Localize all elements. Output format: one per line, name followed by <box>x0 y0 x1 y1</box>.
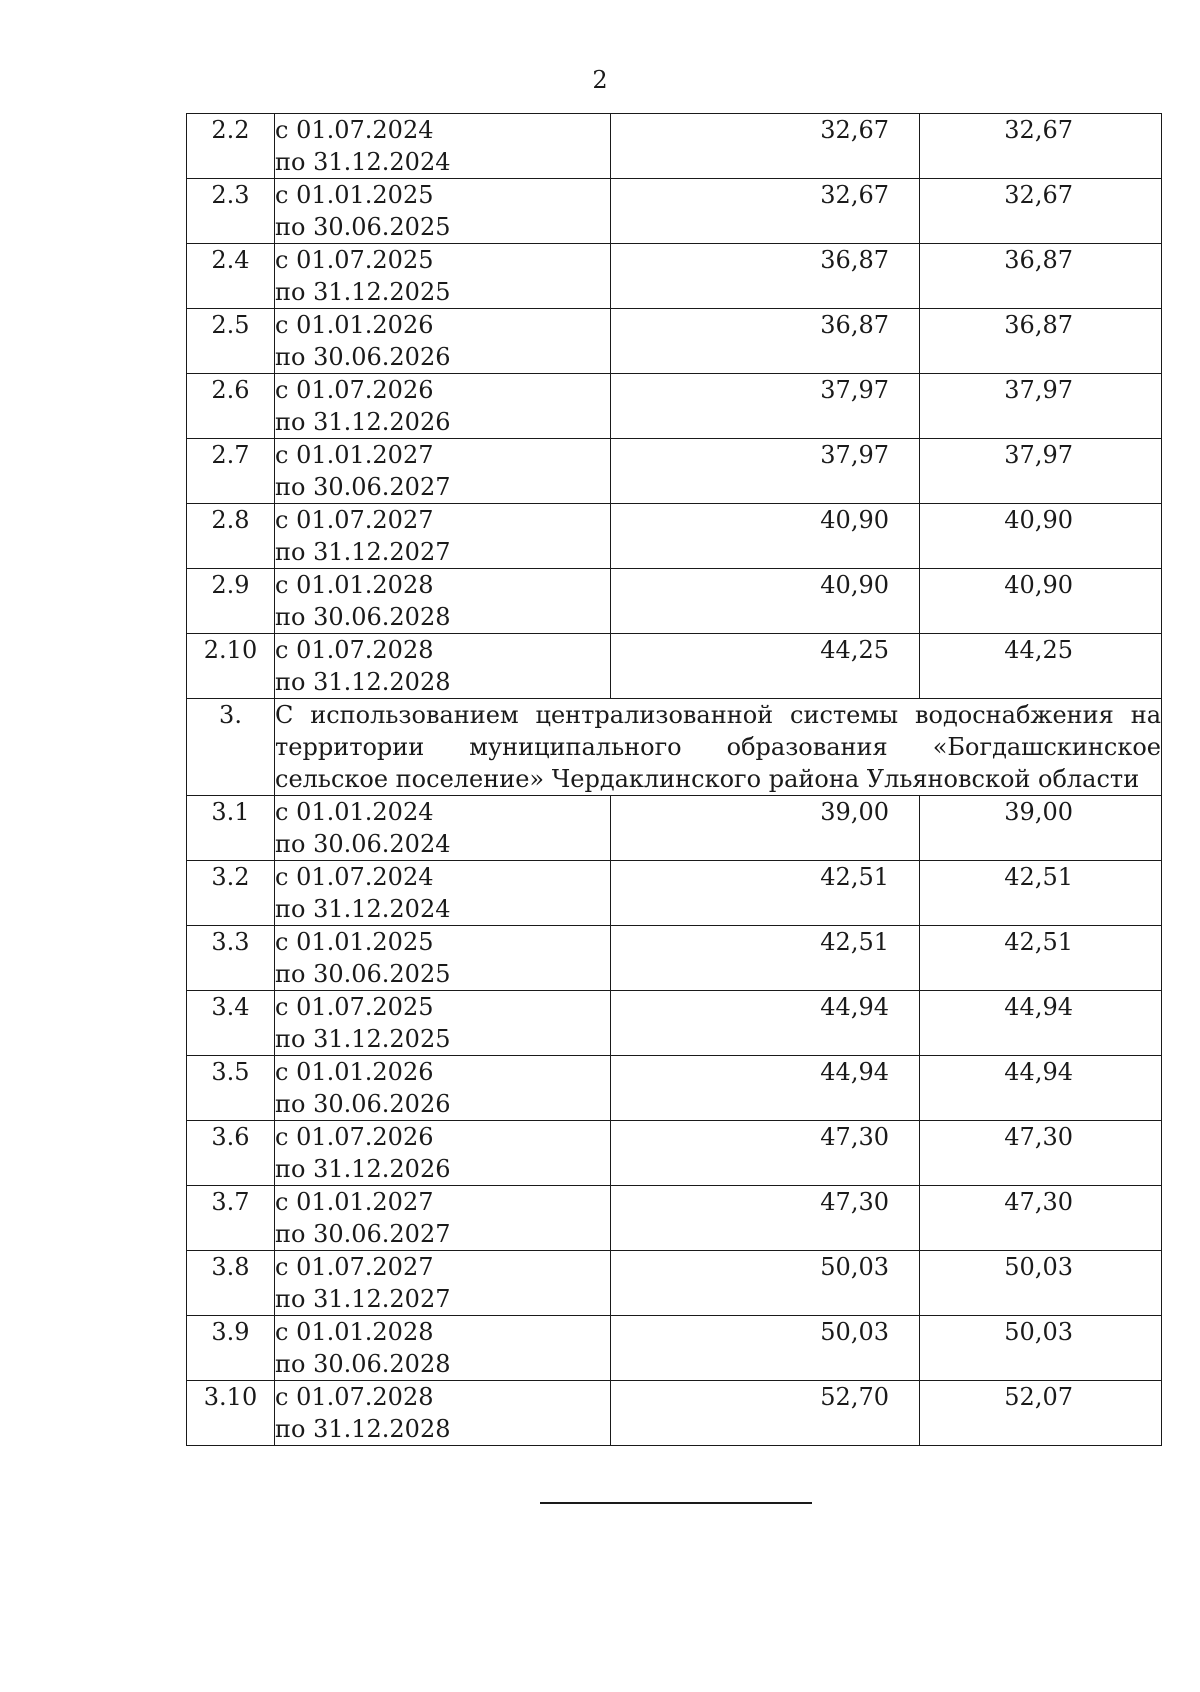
tariff-value-1: 47,30 <box>820 1123 889 1151</box>
table-row <box>187 439 1162 504</box>
tariff-value-2: 32,67 <box>1004 116 1073 144</box>
tariff-value-2: 37,97 <box>1004 376 1073 404</box>
tariff-value-2-cell <box>920 634 1162 699</box>
period-cell <box>275 374 611 439</box>
period-to: по 30.06.2025 <box>275 213 451 241</box>
period-from: с 01.01.2028 <box>275 571 434 599</box>
end-divider-line <box>540 1502 812 1504</box>
period-from: с 01.07.2024 <box>275 116 434 144</box>
tariff-value-2-cell <box>920 1316 1162 1381</box>
tariff-value-1: 52,70 <box>820 1383 889 1411</box>
tariff-value-2-cell <box>920 991 1162 1056</box>
period-from: с 01.07.2025 <box>275 246 434 274</box>
tariff-value-1-cell <box>611 569 920 634</box>
row-number: 3.6 <box>187 1121 275 1186</box>
period-from: с 01.07.2024 <box>275 863 434 891</box>
tariff-value-2-cell <box>920 1121 1162 1186</box>
tariff-value-1: 50,03 <box>820 1318 889 1346</box>
tariff-value-1-cell <box>611 1186 920 1251</box>
tariff-value-1: 47,30 <box>820 1188 889 1216</box>
period-from: с 01.01.2026 <box>275 311 434 339</box>
table-row <box>187 926 1162 991</box>
tariff-value-2-cell <box>920 1186 1162 1251</box>
tariff-value-1: 50,03 <box>820 1253 889 1281</box>
period-from: с 01.01.2027 <box>275 1188 434 1216</box>
period-cell <box>275 179 611 244</box>
tariff-value-1: 40,90 <box>820 506 889 534</box>
table-row <box>187 114 1162 179</box>
section-number: 3. <box>187 699 275 796</box>
tariff-value-2: 39,00 <box>1004 798 1073 826</box>
tariff-value-1-cell <box>611 114 920 179</box>
table-row <box>187 1121 1162 1186</box>
tariff-value-2-cell <box>920 179 1162 244</box>
row-number: 2.2 <box>187 114 275 179</box>
tariff-value-2-cell <box>920 1381 1162 1446</box>
table-row <box>187 1316 1162 1381</box>
table-row <box>187 634 1162 699</box>
tariff-value-1: 32,67 <box>820 116 889 144</box>
period-to: по 30.06.2026 <box>275 343 451 371</box>
tariff-value-1-cell <box>611 1316 920 1381</box>
tariff-value-1-cell <box>611 796 920 861</box>
period-cell <box>275 309 611 374</box>
period-cell <box>275 244 611 309</box>
period-to: по 31.12.2028 <box>275 668 451 696</box>
period-cell <box>275 439 611 504</box>
period-from: с 01.07.2026 <box>275 1123 434 1151</box>
period-to: по 31.12.2026 <box>275 408 451 436</box>
period-to: по 30.06.2028 <box>275 1350 451 1378</box>
period-to: по 31.12.2025 <box>275 1025 451 1053</box>
period-cell <box>275 1186 611 1251</box>
table-row <box>187 861 1162 926</box>
period-cell <box>275 569 611 634</box>
tariff-value-2-cell <box>920 439 1162 504</box>
period-from: с 01.07.2028 <box>275 1383 434 1411</box>
tariff-value-2-cell <box>920 309 1162 374</box>
tariff-value-1: 37,97 <box>820 376 889 404</box>
tariff-value-2-cell <box>920 244 1162 309</box>
table-row <box>187 1381 1162 1446</box>
tariff-value-1-cell <box>611 991 920 1056</box>
section-header-row <box>187 699 1162 796</box>
tariff-value-2: 47,30 <box>1004 1123 1073 1151</box>
period-cell <box>275 1121 611 1186</box>
table-row <box>187 179 1162 244</box>
tariff-value-2-cell <box>920 114 1162 179</box>
tariff-value-2-cell <box>920 1251 1162 1316</box>
tariff-value-1-cell <box>611 309 920 374</box>
section-description: С использованием централизованной системы водоснабжения на территории муниципального образования «Богдашскинское сельское поселение» Чердаклинского района Ульяновской области <box>275 699 1162 796</box>
tariff-value-1: 42,51 <box>820 928 889 956</box>
tariff-value-2: 44,94 <box>1004 993 1073 1021</box>
tariff-value-1-cell <box>611 926 920 991</box>
period-to: по 31.12.2027 <box>275 538 451 566</box>
row-number: 3.7 <box>187 1186 275 1251</box>
period-to: по 31.12.2027 <box>275 1285 451 1313</box>
tariff-value-2: 50,03 <box>1004 1253 1073 1281</box>
period-cell <box>275 1251 611 1316</box>
period-cell <box>275 796 611 861</box>
period-cell <box>275 991 611 1056</box>
tariff-value-1-cell <box>611 504 920 569</box>
period-from: с 01.07.2027 <box>275 1253 434 1281</box>
tariff-value-2-cell <box>920 926 1162 991</box>
tariff-value-1-cell <box>611 1251 920 1316</box>
tariff-value-2: 42,51 <box>1004 928 1073 956</box>
period-to: по 30.06.2027 <box>275 1220 451 1248</box>
tariff-value-1-cell <box>611 244 920 309</box>
section-3-header <box>187 699 1162 796</box>
row-number: 3.5 <box>187 1056 275 1121</box>
table-row <box>187 1056 1162 1121</box>
period-to: по 30.06.2027 <box>275 473 451 501</box>
tariff-value-2: 40,90 <box>1004 506 1073 534</box>
tariff-value-2: 44,94 <box>1004 1058 1073 1086</box>
period-from: с 01.01.2025 <box>275 181 434 209</box>
tariff-value-2-cell <box>920 861 1162 926</box>
row-number: 3.10 <box>187 1381 275 1446</box>
tariff-value-2: 37,97 <box>1004 441 1073 469</box>
tariff-value-1-cell <box>611 1121 920 1186</box>
row-number: 3.4 <box>187 991 275 1056</box>
period-to: по 30.06.2024 <box>275 830 451 858</box>
tariff-rows-section-3 <box>187 796 1162 1446</box>
period-from: с 01.01.2028 <box>275 1318 434 1346</box>
tariff-table <box>186 113 1162 1446</box>
tariff-value-1-cell <box>611 374 920 439</box>
tariff-value-2: 32,67 <box>1004 181 1073 209</box>
period-from: с 01.07.2028 <box>275 636 434 664</box>
tariff-value-2: 36,87 <box>1004 246 1073 274</box>
period-to: по 31.12.2028 <box>275 1415 451 1443</box>
tariff-value-1: 44,94 <box>820 993 889 1021</box>
period-to: по 31.12.2026 <box>275 1155 451 1183</box>
tariff-value-1: 36,87 <box>820 246 889 274</box>
tariff-value-1: 44,94 <box>820 1058 889 1086</box>
tariff-value-2: 40,90 <box>1004 571 1073 599</box>
period-to: по 31.12.2025 <box>275 278 451 306</box>
tariff-value-1-cell <box>611 1381 920 1446</box>
table-row <box>187 504 1162 569</box>
tariff-value-2: 44,25 <box>1004 636 1073 664</box>
tariff-value-2-cell <box>920 374 1162 439</box>
page-number: 2 <box>592 66 608 94</box>
period-cell <box>275 1316 611 1381</box>
tariff-rows-section-2 <box>187 114 1162 699</box>
period-cell <box>275 1381 611 1446</box>
tariff-value-2-cell <box>920 796 1162 861</box>
table-row <box>187 991 1162 1056</box>
tariff-value-2: 50,03 <box>1004 1318 1073 1346</box>
tariff-value-1: 44,25 <box>820 636 889 664</box>
table-row <box>187 569 1162 634</box>
row-number: 3.8 <box>187 1251 275 1316</box>
tariff-value-1-cell <box>611 634 920 699</box>
period-cell <box>275 634 611 699</box>
row-number: 2.9 <box>187 569 275 634</box>
tariff-value-1: 37,97 <box>820 441 889 469</box>
period-from: с 01.07.2025 <box>275 993 434 1021</box>
tariff-value-1-cell <box>611 861 920 926</box>
row-number: 2.5 <box>187 309 275 374</box>
period-cell <box>275 926 611 991</box>
tariff-value-2-cell <box>920 1056 1162 1121</box>
row-number: 3.2 <box>187 861 275 926</box>
row-number: 2.6 <box>187 374 275 439</box>
period-to: по 30.06.2025 <box>275 960 451 988</box>
table-row <box>187 244 1162 309</box>
row-number: 2.8 <box>187 504 275 569</box>
period-to: по 30.06.2028 <box>275 603 451 631</box>
row-number: 2.3 <box>187 179 275 244</box>
period-to: по 31.12.2024 <box>275 895 451 923</box>
period-cell <box>275 861 611 926</box>
tariff-value-1-cell <box>611 1056 920 1121</box>
period-cell <box>275 114 611 179</box>
tariff-value-1-cell <box>611 439 920 504</box>
table-row <box>187 374 1162 439</box>
row-number: 3.3 <box>187 926 275 991</box>
row-number: 3.9 <box>187 1316 275 1381</box>
row-number: 2.4 <box>187 244 275 309</box>
period-cell <box>275 1056 611 1121</box>
tariff-value-2-cell <box>920 504 1162 569</box>
tariff-value-2-cell <box>920 569 1162 634</box>
period-from: с 01.01.2027 <box>275 441 434 469</box>
tariff-value-2: 47,30 <box>1004 1188 1073 1216</box>
table-row <box>187 1186 1162 1251</box>
tariff-value-2: 36,87 <box>1004 311 1073 339</box>
tariff-value-2: 42,51 <box>1004 863 1073 891</box>
row-number: 2.7 <box>187 439 275 504</box>
tariff-value-1: 32,67 <box>820 181 889 209</box>
tariff-value-1: 42,51 <box>820 863 889 891</box>
period-from: с 01.01.2025 <box>275 928 434 956</box>
period-from: с 01.01.2026 <box>275 1058 434 1086</box>
tariff-value-1: 39,00 <box>820 798 889 826</box>
tariff-value-1-cell <box>611 179 920 244</box>
period-from: с 01.01.2024 <box>275 798 434 826</box>
tariff-value-1: 40,90 <box>820 571 889 599</box>
row-number: 2.10 <box>187 634 275 699</box>
period-from: с 01.07.2027 <box>275 506 434 534</box>
row-number: 3.1 <box>187 796 275 861</box>
period-to: по 30.06.2026 <box>275 1090 451 1118</box>
tariff-value-2: 52,07 <box>1004 1383 1073 1411</box>
period-to: по 31.12.2024 <box>275 148 451 176</box>
period-cell <box>275 504 611 569</box>
tariff-value-1: 36,87 <box>820 311 889 339</box>
table-row <box>187 1251 1162 1316</box>
period-from: с 01.07.2026 <box>275 376 434 404</box>
table-row <box>187 309 1162 374</box>
table-row <box>187 796 1162 861</box>
